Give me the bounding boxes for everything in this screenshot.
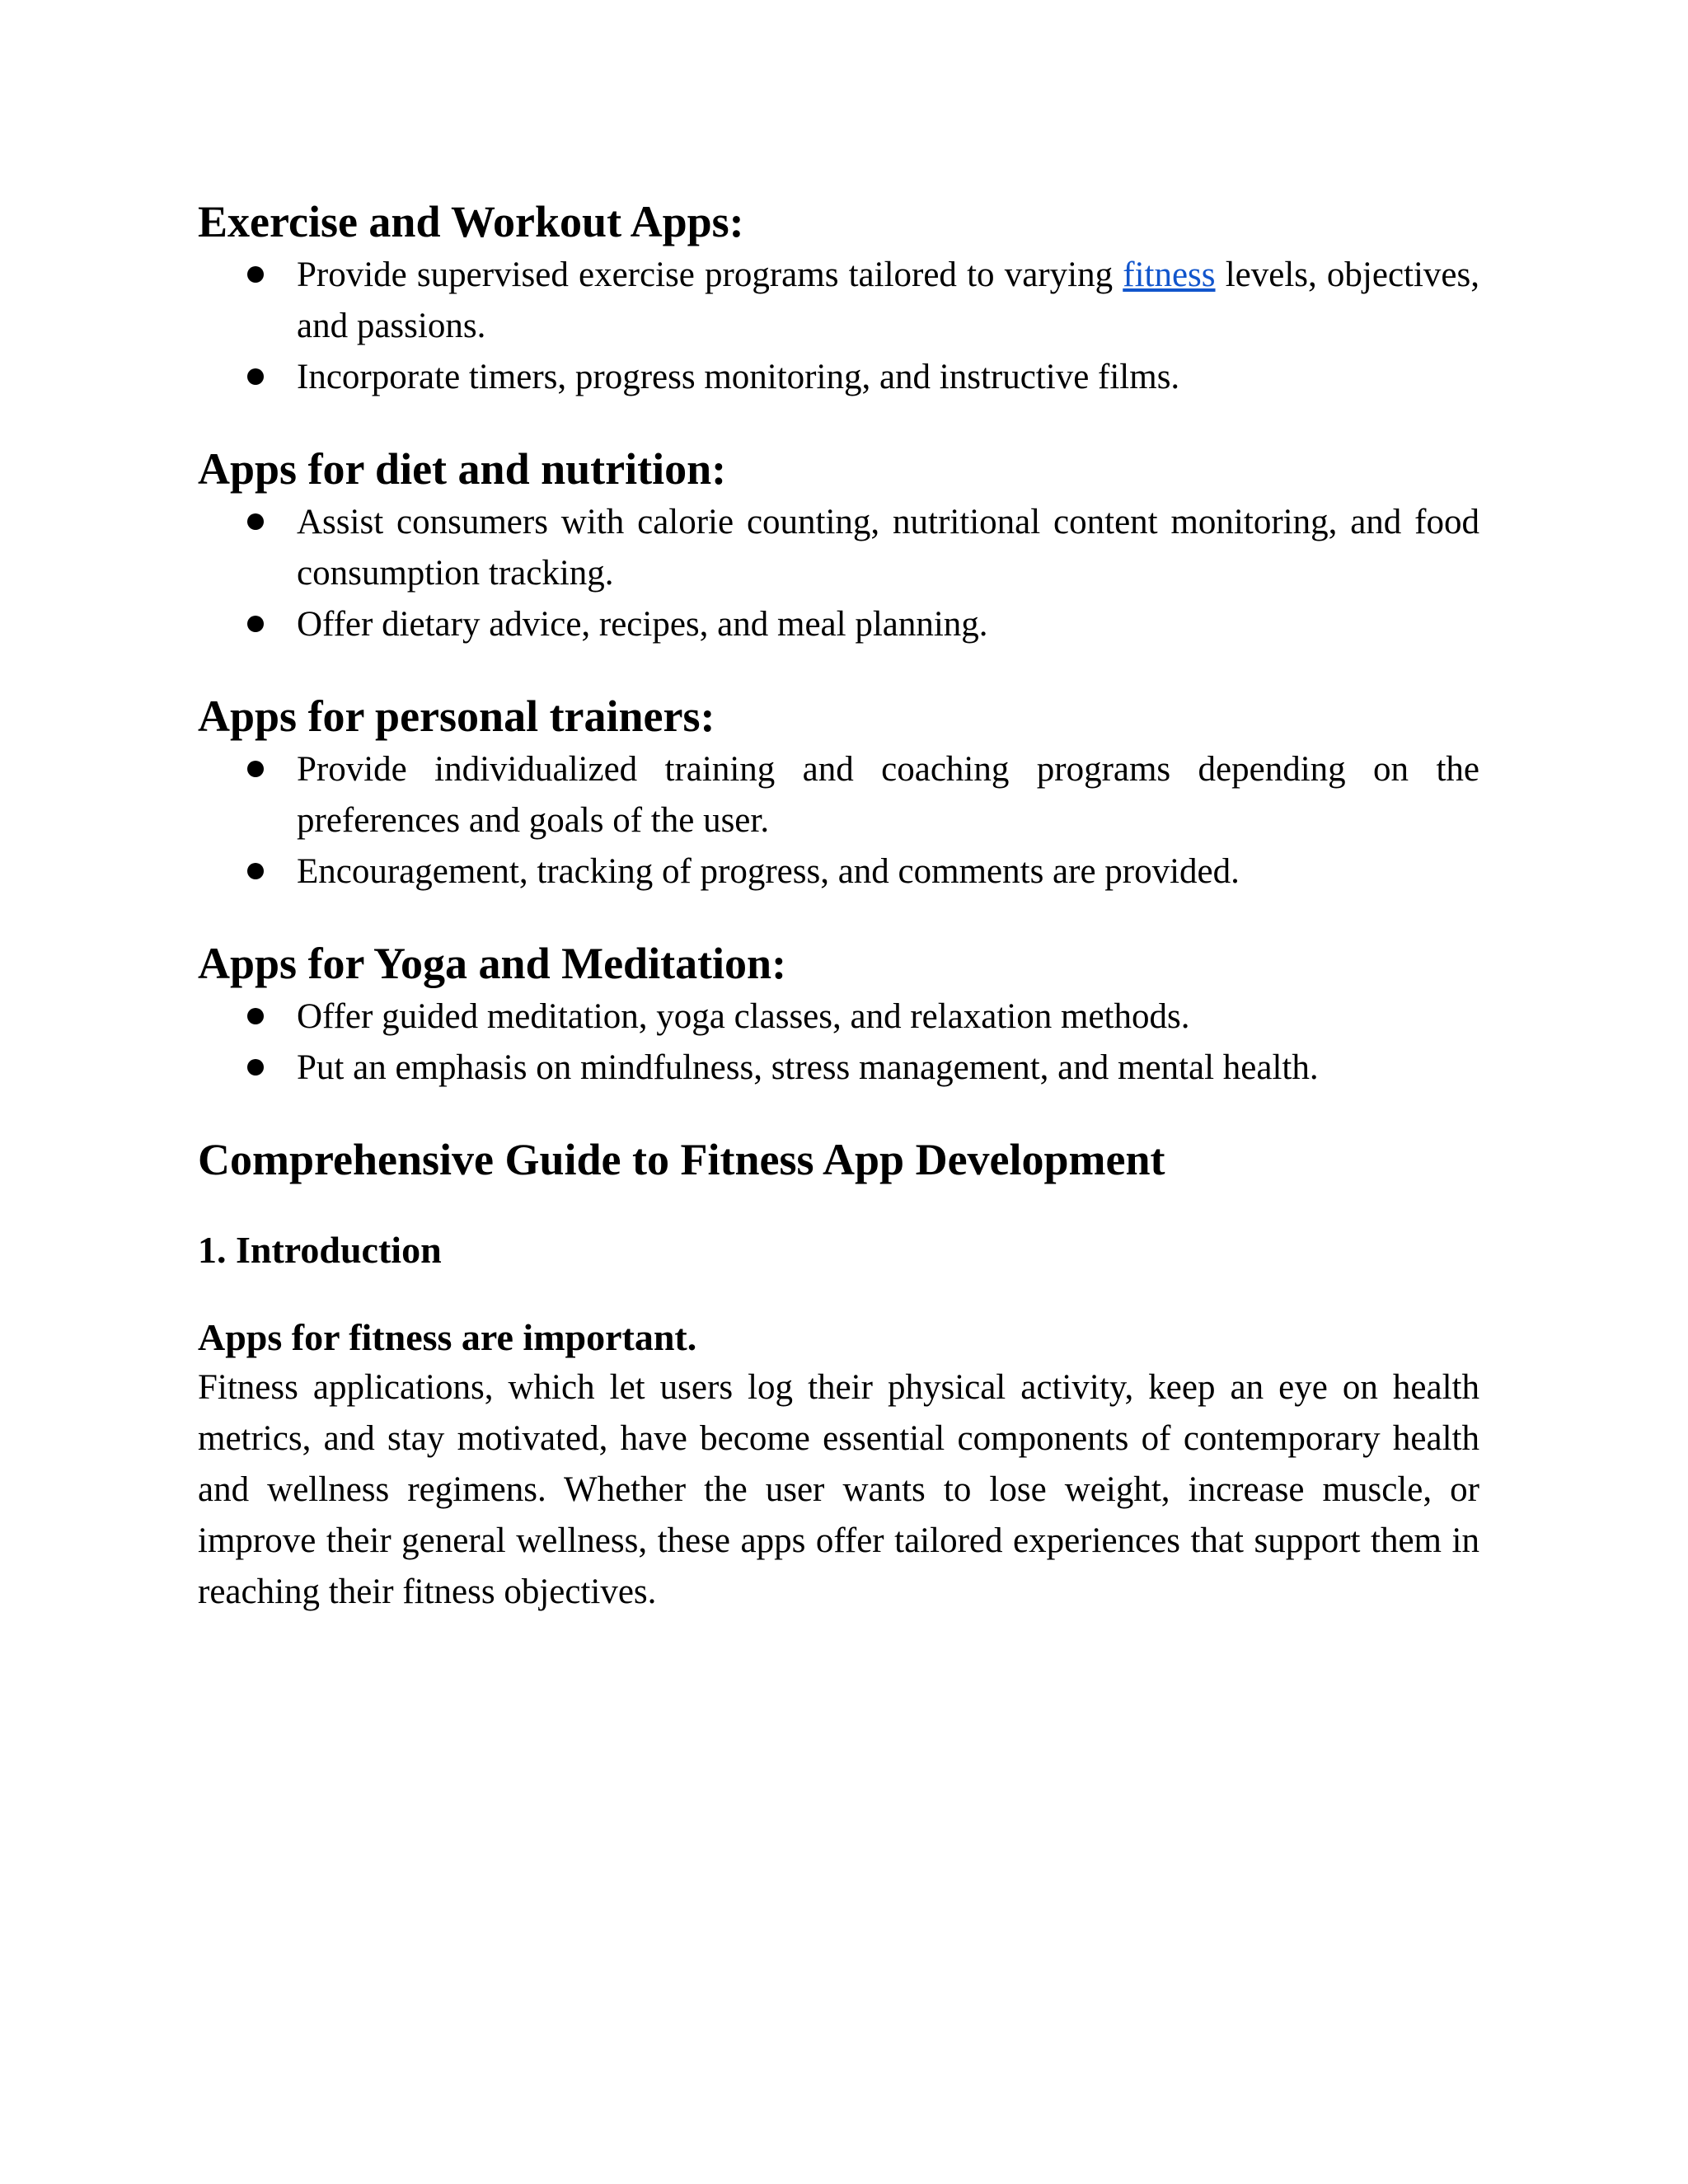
list-item [198,497,1479,599]
bullet-icon [247,1008,264,1024]
bullet-icon [247,513,264,530]
intro-heading: 1. Introduction [198,1229,442,1271]
bullet-list-trainers [198,744,1479,898]
section-heading-exercise: Exercise and Workout Apps: [198,197,744,246]
bullet-list-exercise [198,250,1479,403]
bullet-icon [247,616,264,632]
guide-title: Comprehensive Guide to Fitness App Development [198,1135,1165,1184]
section-heading-diet: Apps for diet and nutrition: [198,444,727,494]
list-item-text: Provide individualized training and coaching programs depending on the preferences and goals of the user. [297,750,1479,840]
list-item [198,846,1479,898]
list-item [198,250,1479,352]
list-item-text: Offer guided meditation, yoga classes, and relaxation methods. [297,997,1190,1036]
intro-paragraph: Fitness applications, which let users log their physical activity, keep an eye on health metrics, and stay motivated, have become essential components of contemporary health and wellness regimens. Whether the user wants to lose weight, increase muscle, or improve their general wellness, these apps offer tailored experiences that support them in reaching their fitness objectives. [198,1368,1479,1611]
bullet-icon [247,761,264,777]
list-item-text: Put an emphasis on mindfulness, stress management, and mental health. [297,1048,1319,1087]
list-item [198,599,1479,650]
list-item-text: Incorporate timers, progress monitoring, and instructive films. [297,358,1180,396]
document-content [198,194,1479,1618]
bullet-icon [247,266,264,283]
section-heading-trainers: Apps for personal trainers: [198,691,715,741]
list-item [198,1043,1479,1094]
bullet-icon [247,368,264,385]
bullet-icon [247,1059,264,1076]
list-item-text: Provide supervised exercise programs tailored to varying [297,255,1123,294]
list-item [198,744,1479,846]
list-item [198,352,1479,403]
list-item [198,991,1479,1043]
fitness-link[interactable]: fitness [1123,255,1216,294]
bullet-icon [247,863,264,879]
bullet-list-yoga [198,991,1479,1094]
list-item-text: levels, objectives, and passions. [297,255,1480,345]
list-item-text: Offer dietary advice, recipes, and meal planning. [297,605,988,644]
list-item-text: Assist consumers with calorie counting, nutritional content monitoring, and food consumption tracking. [297,503,1479,593]
section-heading-yoga: Apps for Yoga and Meditation: [198,939,787,988]
list-item-text: Encouragement, tracking of progress, and comments are provided. [297,852,1240,891]
importance-heading: Apps for fitness are important. [198,1316,697,1358]
bullet-list-diet [198,497,1479,650]
